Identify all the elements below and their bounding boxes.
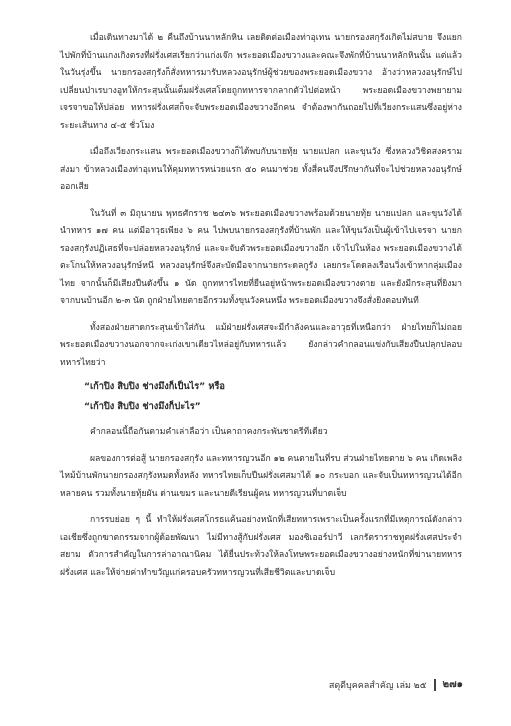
paragraph: การรบย่อย ๆ นี้ ทำให้ฝรั่งเศสโกรธแค้นอย่างหนักที่เสียทหารเพราะเป็นครั้งแรกที่มีเหตุการณ์ดังกล่าวเอเชียซึ่งถูกฆาตกรรมจากผู้ด้อยพัฒนา ไม่มีทางสู้กับฝรั่งเศส มองซิเออร์ปาวี เลกรัตราราชทูตฝรั่งเศสประจำสยาม ตัวการสำคัญในการล่าอาณานิคม ได้ยื่นประท้วงให้ลงโทษพระยอดเมืองขวางอย่างหนักที่ฆ่านายทหารฝรั่งเศส และให้จ่ายค่าทำขวัญแก่ครอบครัวทหารญวนที่เสียชีวิตและบาดเจ็บ: [60, 515, 462, 578]
paragraph: ทั้งสองฝ่ายสาดกระสุนเข้าใส่กัน แม้ฝ่ายฝรั่งเศสจะมีกำลังคนและอาวุธที่เหนือกว่า ฝ่ายไทยก็ไม่ถอย พระยอดเมืองขวางนอกจากจะเก่งเขาเดียวไหล่อยู่กับทหารแล้ว ยังกล่าวคำกลอนแข่งกับเสียงปืนปลุกปลอบทหารไทยว่า: [60, 322, 462, 368]
paragraph: คำกลอนนี้ถือกันตามคำเล่าลือว่า เป็นคาถาคงกระพันชาตรีทีเดียว: [90, 427, 328, 437]
verse-line: “เก้าปิง สิบปิง ช่างมึงก็เป็นไร” หรือ: [84, 381, 225, 392]
verse-line: “เก้าปิง สิบปิง ช่างมึงก็ปะไร”: [84, 400, 201, 412]
page-number: ๒๗๑: [442, 679, 463, 690]
book-title: สดุดีบุคคลสำคัญ เล่ม ๒๕: [328, 680, 427, 691]
paragraph: เมื่อเดินทางมาได้ ๒ คืนถึงบ้านนาหลักหิน เลยติดต่อเมืองท่าอุเทน นายกรองสกุรังเกิดไม่สบาย จึงแยกไปพักที่บ้านแกงเกิงตรงที่ฝรั่งเศสเรียกว่าแก่งเจ๊ก พระยอดเมืองขวางและคณะจึงพักที่บ้านนาหลักหินนั้น แต่แล้วในวันรุ่งขึ้น นายกรองสกุรังก็สั่งทหารมารับหลวงอนุรักษ์ผู้ช่วยของพระยอดเมืองขวาง อ้างว่าหลวงอนุรักษ์ไปเปลี่ยนป่าเรบางอูทให้กระสุนนั้นเต็มฝรั่งเศสโดยถูกทหารจากลากตัวไปต่อหน้า พระยอดเมืองขวางพยายามเจรจาขอให้ปล่อย ทหารฝรั่งเศสก็จะจับพระยอดเมืองขวางอีกคน จำต้องพากันถอยไปที่เวียงกระแสนซึ่งอยู่ห่างระยะเส้นทาง ๔-๕ ชั่วโมง: [60, 33, 462, 131]
page-footer: [329, 677, 463, 692]
paragraph: ผลของการต่อสู้ นายกรองสกุรัง และทหารญวนอีก ๑๒ คนตายในที่รบ ส่วนฝ่ายไทยตาย ๖ คน เกิดเพลิงไหม้บ้านพักนายกรองสกุรังหมดทั้งหลัง ทหารไทยเก็บปืนฝรั่งเศสมาได้ ๑๐ กระบอก และจับเป็นทหารญวนได้อีกหลายคน รวมทั้งนายทุ้ยผัน ด่านเขมร และนายดีเรียนผู้คน ทหารญวนที่บาดเจ็บ: [60, 453, 462, 499]
body-text: [60, 30, 462, 582]
paragraph: เมื่อถึงเวียงกระแสน พระยอดเมืองขวางก็ได้พบกับนายทุ้ย นายแปลก และขุนวัง ซึ่งหลวงวิชิตสงครามส่งมา ข้าหลวงเมืองท่าอุเทนให้คุมทหารหน่วยแรก ๕๐ คนมาช่วย ทั้งสี่คนจึงปรึกษากันที่จะไปช่วยหลวงอนุรักษ์ออกเสีย: [60, 147, 462, 192]
paragraph: ในวันที่ ๓ มิถุนายน พุทธศักราช ๒๔๓๖ พระยอดเมืองขวางพร้อมด้วยนายทุ้ย นายแปลก และขุนวังได้นำทหาร ๑๗ คน แต่มีอาวุธเพียง ๖ คน ไปพบนายกรองสกุรังที่บ้านพัก และให้ขุนวังเป็นผู้เข้าไปเจรจา นายกรองสกุรังปฏิเสธที่จะปล่อยหลวงอนุรักษ์ และจะจับตัวพระยอดเมืองขวางอีก เจ้าไปในห้อง พระยอดเมืองขวางได้ตะโกนให้หลวงอนุรักษ์หนี หลวงอนุรักษ์จึงสะบัดมือจากนายกระดลกูรัง เลยกระโดดลงเรือนวิ่งเข้าหากลุ่มเมืองไทย จากนั้นก็มีเสียงปืนดังขึ้น ๑ นัด ถูกทหารไทยที่ยืนอยู่หน้าพระยอดเมืองขวางตาย และยังมีกระสุนที่ยิงมาจากบนบ้านอีก ๒-๓ นัด ถูกฝ่ายไทยตายอีกรวมทั้งขุนวังคนหนึ่ง พระยอดเมืองขวางจึงสั่งยิงตอบทันที: [60, 208, 462, 306]
footer-divider: [434, 679, 436, 691]
